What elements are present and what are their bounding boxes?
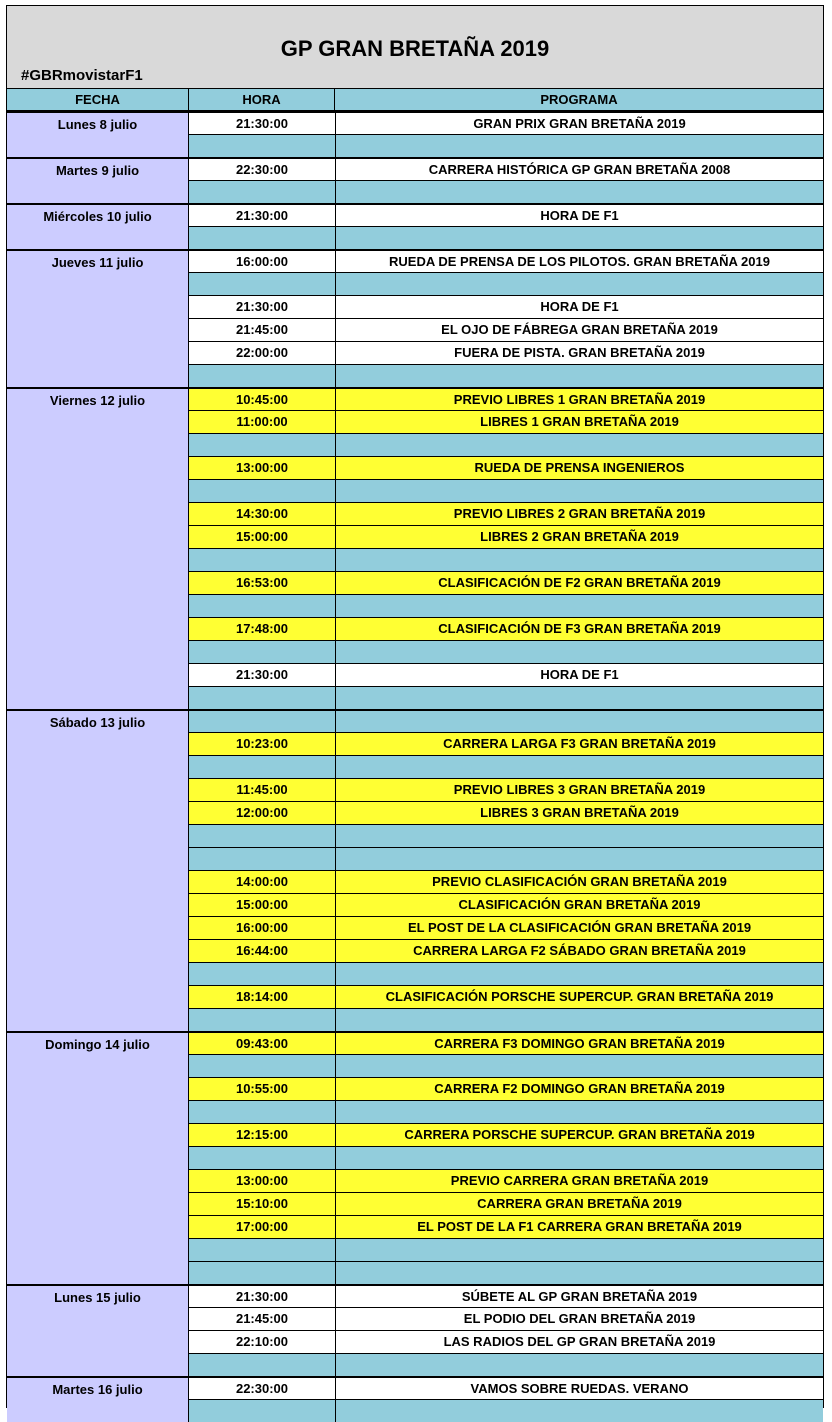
program-cell xyxy=(336,963,823,985)
program-cell: HORA DE F1 xyxy=(540,667,619,682)
program-cell xyxy=(336,135,823,157)
program-cell xyxy=(336,848,823,870)
time-cell: 10:23:00 xyxy=(189,733,336,755)
table-row xyxy=(189,939,823,962)
time-cell xyxy=(189,365,336,387)
time-cell xyxy=(189,273,336,295)
table-row xyxy=(189,571,823,594)
program-cell xyxy=(336,273,823,295)
table-row xyxy=(189,502,823,525)
time-cell xyxy=(189,1055,336,1077)
program-cell xyxy=(336,1055,823,1077)
program-cell: CARRERA GRAN BRETAÑA 2019 xyxy=(477,1196,682,1211)
time-cell: 16:00:00 xyxy=(189,251,336,272)
table-row xyxy=(189,847,823,870)
hashtag: #GBRmovistarF1 xyxy=(21,67,143,84)
program-cell: HORA DE F1 xyxy=(540,208,619,223)
table-row xyxy=(189,295,823,318)
table-row xyxy=(189,203,823,226)
time-cell xyxy=(189,1239,336,1261)
table-row xyxy=(189,548,823,571)
program-cell: LIBRES 1 GRAN BRETAÑA 2019 xyxy=(480,414,679,429)
program-cell xyxy=(336,1262,823,1284)
program-cell: PREVIO CLASIFICACIÓN GRAN BRETAÑA 2019 xyxy=(432,874,727,889)
program-cell xyxy=(336,1147,823,1169)
program-cell xyxy=(336,641,823,663)
table-row xyxy=(189,801,823,824)
program-cell xyxy=(336,1354,823,1376)
table-row xyxy=(189,985,823,1008)
time-cell xyxy=(189,825,336,847)
table-row xyxy=(189,341,823,364)
table-row xyxy=(189,1399,823,1422)
program-cell: CLASIFICACIÓN GRAN BRETAÑA 2019 xyxy=(458,897,701,912)
time-cell: 16:44:00 xyxy=(189,940,336,962)
time-cell xyxy=(189,756,336,778)
page-title: GP GRAN BRETAÑA 2019 xyxy=(280,36,550,61)
time-cell: 16:00:00 xyxy=(189,917,336,939)
time-cell xyxy=(189,181,336,203)
day-cell xyxy=(7,709,189,1031)
time-cell: 22:30:00 xyxy=(189,1378,336,1399)
program-cell: CARRERA LARGA F3 GRAN BRETAÑA 2019 xyxy=(443,736,716,751)
table-row xyxy=(189,249,823,272)
program-cell: CARRERA F2 DOMINGO GRAN BRETAÑA 2019 xyxy=(434,1081,725,1096)
table-row xyxy=(189,755,823,778)
time-cell: 21:30:00 xyxy=(189,1286,336,1307)
program-cell: CARRERA F3 DOMINGO GRAN BRETAÑA 2019 xyxy=(434,1036,725,1051)
time-cell xyxy=(189,1101,336,1123)
table-row xyxy=(189,364,823,387)
day-label: Sábado 13 julio xyxy=(49,715,146,730)
table-row xyxy=(189,1215,823,1238)
table-row xyxy=(189,157,823,180)
program-cell: CLASIFICACIÓN DE F3 GRAN BRETAÑA 2019 xyxy=(438,621,721,636)
program-cell xyxy=(336,687,823,709)
time-cell xyxy=(189,434,336,456)
table-row xyxy=(189,870,823,893)
time-cell xyxy=(189,848,336,870)
program-cell: EL OJO DE FÁBREGA GRAN BRETAÑA 2019 xyxy=(441,322,718,337)
time-cell xyxy=(189,227,336,249)
time-cell: 21:45:00 xyxy=(189,1308,336,1330)
program-cell: VAMOS SOBRE RUEDAS. VERANO xyxy=(470,1381,689,1396)
day-cell xyxy=(7,157,189,203)
day-label: Martes 16 julio xyxy=(52,1382,143,1397)
program-cell xyxy=(336,756,823,778)
time-cell: 10:45:00 xyxy=(189,389,336,410)
day-cell xyxy=(7,1284,189,1376)
program-cell: PREVIO LIBRES 1 GRAN BRETAÑA 2019 xyxy=(453,392,706,407)
time-cell xyxy=(189,641,336,663)
table-row xyxy=(189,1376,823,1399)
time-cell xyxy=(189,687,336,709)
program-cell: HORA DE F1 xyxy=(540,299,619,314)
time-cell: 10:55:00 xyxy=(189,1078,336,1100)
time-cell: 12:15:00 xyxy=(189,1124,336,1146)
program-cell: PREVIO CARRERA GRAN BRETAÑA 2019 xyxy=(450,1173,709,1188)
time-cell: 22:00:00 xyxy=(189,342,336,364)
day-label: Martes 9 julio xyxy=(55,163,140,178)
program-cell xyxy=(336,549,823,571)
table-row xyxy=(189,1123,823,1146)
table-row xyxy=(189,916,823,939)
table-row xyxy=(189,479,823,502)
time-cell: 21:30:00 xyxy=(189,113,336,134)
table-row xyxy=(189,1169,823,1192)
program-cell: CARRERA HISTÓRICA GP GRAN BRETAÑA 2008 xyxy=(428,162,731,177)
program-cell: CARRERA PORSCHE SUPERCUP. GRAN BRETAÑA 2019 xyxy=(404,1127,755,1142)
program-cell xyxy=(336,1101,823,1123)
table-row xyxy=(189,1146,823,1169)
table-row xyxy=(189,824,823,847)
program-cell: EL POST DE LA F1 CARRERA GRAN BRETAÑA 2019 xyxy=(417,1219,742,1234)
program-cell: SÚBETE AL GP GRAN BRETAÑA 2019 xyxy=(461,1289,698,1304)
day-label: Miércoles 10 julio xyxy=(43,209,152,224)
program-cell xyxy=(336,1239,823,1261)
table-row xyxy=(189,1192,823,1215)
time-cell: 13:00:00 xyxy=(189,457,336,479)
time-cell xyxy=(189,963,336,985)
day-label: Domingo 14 julio xyxy=(45,1037,150,1052)
table-row xyxy=(189,1077,823,1100)
program-cell: RUEDA DE PRENSA DE LOS PILOTOS. GRAN BRETAÑA 2019 xyxy=(389,254,770,269)
time-cell xyxy=(189,1400,336,1422)
time-cell: 11:45:00 xyxy=(189,779,336,801)
table-row xyxy=(189,732,823,755)
program-cell xyxy=(336,1400,823,1422)
table-row xyxy=(189,686,823,709)
time-cell: 09:43:00 xyxy=(189,1033,336,1054)
program-cell xyxy=(336,825,823,847)
day-cell xyxy=(7,1376,189,1422)
program-cell: EL PODIO DEL GRAN BRETAÑA 2019 xyxy=(463,1311,696,1326)
program-cell xyxy=(336,595,823,617)
table-row xyxy=(189,226,823,249)
time-cell xyxy=(189,595,336,617)
table-row xyxy=(189,1238,823,1261)
title-bar xyxy=(7,6,823,89)
column-header-hora: HORA xyxy=(189,89,335,111)
day-label: Viernes 12 julio xyxy=(49,393,146,408)
program-cell xyxy=(336,227,823,249)
table-row xyxy=(189,1031,823,1054)
table-row xyxy=(189,1100,823,1123)
time-cell xyxy=(189,1354,336,1376)
time-cell: 22:30:00 xyxy=(189,159,336,180)
table-row xyxy=(189,709,823,732)
table-row xyxy=(189,1284,823,1307)
program-cell: LIBRES 2 GRAN BRETAÑA 2019 xyxy=(480,529,679,544)
table-row xyxy=(189,1008,823,1031)
table-row xyxy=(189,180,823,203)
day-cell xyxy=(7,111,189,157)
time-cell: 14:00:00 xyxy=(189,871,336,893)
program-cell: EL POST DE LA CLASIFICACIÓN GRAN BRETAÑA 2019 xyxy=(407,920,752,935)
day-label: Jueves 11 julio xyxy=(51,255,144,270)
table-row xyxy=(189,1353,823,1376)
program-cell: LAS RADIOS DEL GP GRAN BRETAÑA 2019 xyxy=(443,1334,716,1349)
time-cell: 17:48:00 xyxy=(189,618,336,640)
program-cell xyxy=(336,365,823,387)
table-row xyxy=(189,1261,823,1284)
time-cell: 16:53:00 xyxy=(189,572,336,594)
time-cell: 21:30:00 xyxy=(189,664,336,686)
table-row xyxy=(189,893,823,916)
program-cell: CLASIFICACIÓN DE F2 GRAN BRETAÑA 2019 xyxy=(438,575,721,590)
program-cell xyxy=(336,711,823,732)
time-cell: 12:00:00 xyxy=(189,802,336,824)
table-row xyxy=(189,663,823,686)
table-row xyxy=(189,640,823,663)
program-cell xyxy=(336,181,823,203)
program-cell xyxy=(336,1009,823,1031)
table-row xyxy=(189,778,823,801)
day-label: Lunes 15 julio xyxy=(54,1290,141,1305)
time-cell xyxy=(189,1262,336,1284)
program-cell: PREVIO LIBRES 2 GRAN BRETAÑA 2019 xyxy=(453,506,706,521)
table-row xyxy=(189,433,823,456)
time-cell: 15:10:00 xyxy=(189,1193,336,1215)
schedule-sheet xyxy=(6,5,824,1408)
time-cell: 21:30:00 xyxy=(189,296,336,318)
day-cell xyxy=(7,387,189,709)
time-cell xyxy=(189,549,336,571)
table-row xyxy=(189,134,823,157)
table-row xyxy=(189,272,823,295)
time-cell: 22:10:00 xyxy=(189,1331,336,1353)
time-cell: 15:00:00 xyxy=(189,894,336,916)
time-cell xyxy=(189,135,336,157)
day-cell xyxy=(7,249,189,387)
table-row xyxy=(189,387,823,410)
table-row xyxy=(189,111,823,134)
day-cell xyxy=(7,1031,189,1284)
table-row xyxy=(189,525,823,548)
program-cell: CARRERA LARGA F2 SÁBADO GRAN BRETAÑA 2019 xyxy=(413,943,746,958)
time-cell xyxy=(189,1009,336,1031)
program-cell: PREVIO LIBRES 3 GRAN BRETAÑA 2019 xyxy=(453,782,706,797)
table-row xyxy=(189,594,823,617)
time-cell xyxy=(189,480,336,502)
column-header-fecha: FECHA xyxy=(7,89,189,111)
time-cell: 17:00:00 xyxy=(189,1216,336,1238)
program-cell: LIBRES 3 GRAN BRETAÑA 2019 xyxy=(480,805,679,820)
table-row xyxy=(189,617,823,640)
time-cell: 21:30:00 xyxy=(189,205,336,226)
program-cell: CLASIFICACIÓN PORSCHE SUPERCUP. GRAN BRETAÑA 2019 xyxy=(385,989,774,1004)
table-row xyxy=(189,318,823,341)
time-cell: 18:14:00 xyxy=(189,986,336,1008)
time-cell: 15:00:00 xyxy=(189,526,336,548)
program-cell: RUEDA DE PRENSA INGENIEROS xyxy=(474,460,685,475)
table-row xyxy=(189,962,823,985)
time-cell: 11:00:00 xyxy=(189,411,336,433)
program-cell: FUERA DE PISTA. GRAN BRETAÑA 2019 xyxy=(454,345,705,360)
table-row xyxy=(189,1307,823,1330)
table-row xyxy=(189,1330,823,1353)
time-cell: 13:00:00 xyxy=(189,1170,336,1192)
time-cell: 14:30:00 xyxy=(189,503,336,525)
column-header-programa: PROGRAMA xyxy=(335,89,823,111)
time-cell xyxy=(189,1147,336,1169)
day-cell xyxy=(7,203,189,249)
table-row xyxy=(189,410,823,433)
table-row xyxy=(189,1054,823,1077)
program-cell xyxy=(336,480,823,502)
day-label: Lunes 8 julio xyxy=(57,117,138,132)
time-cell: 21:45:00 xyxy=(189,319,336,341)
table-row xyxy=(189,456,823,479)
program-cell: GRAN PRIX GRAN BRETAÑA 2019 xyxy=(473,116,686,131)
program-cell xyxy=(336,434,823,456)
time-cell xyxy=(189,711,336,732)
